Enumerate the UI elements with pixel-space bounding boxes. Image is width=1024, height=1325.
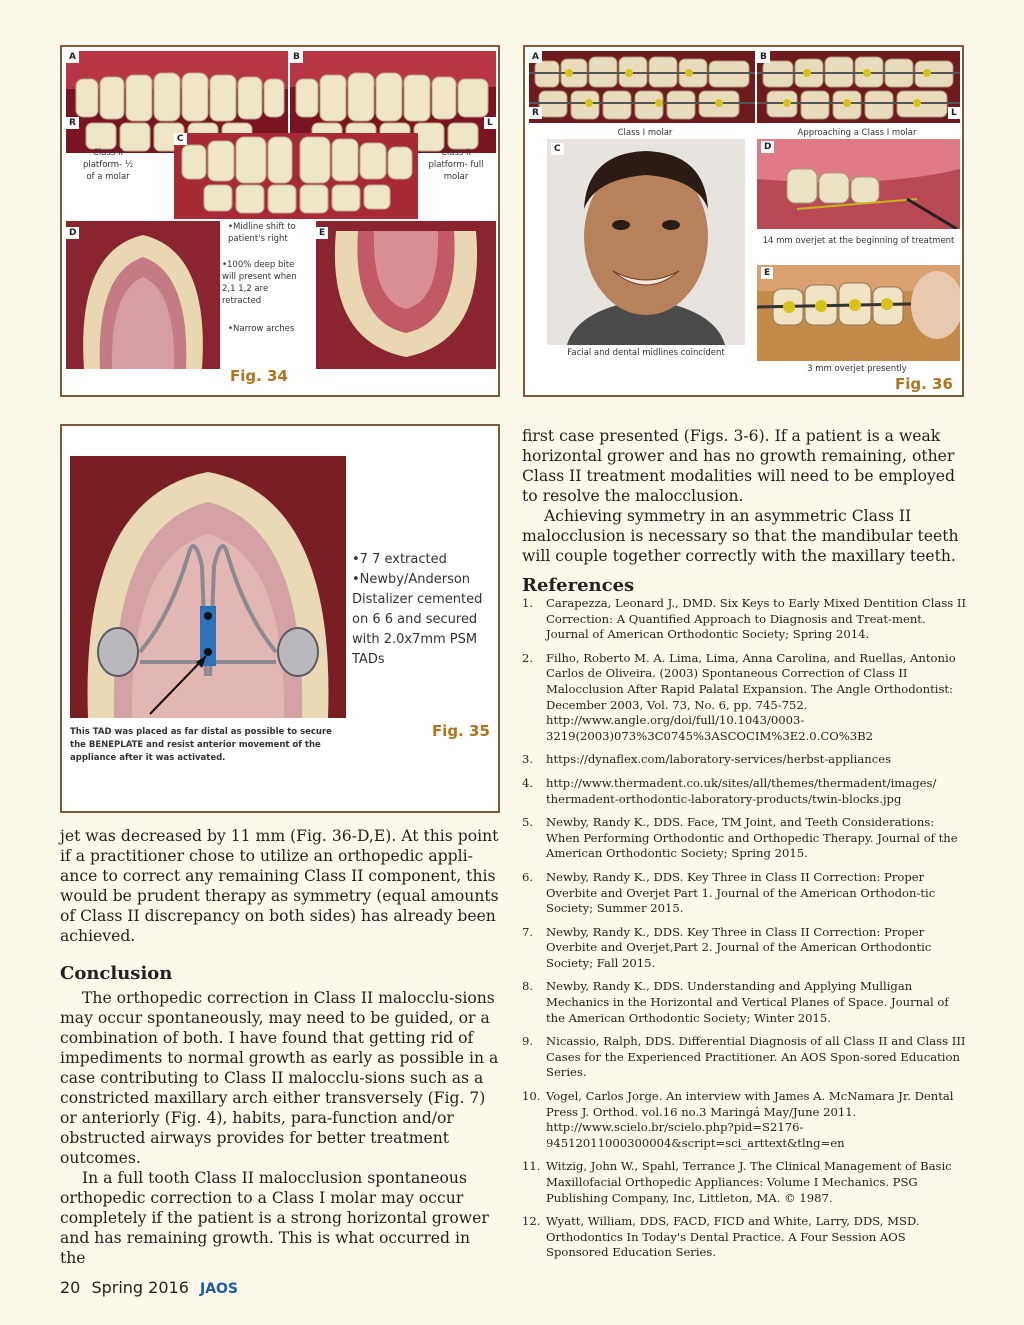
photo-36c-patient-portrait [547, 139, 745, 345]
fig36-label-d: Approaching a Class I molar [797, 128, 917, 138]
reference-item [522, 1089, 968, 1151]
fig34-bullet-1: •Midline shift to patient's right [228, 222, 296, 244]
reference-text: Vogel, Carlos Jorge. An interview with James A. McNamara Jr. Dental Press J. Orthod. vol.16 no.3 Maringá May/June 2011. http://www.scielo.br/scielo.php?pid=S2176-94512011000300004&script=sci_arttext&tlng=en [546, 1089, 954, 1150]
fig36-note-d: 14 mm overjet at the beginning of treatment [762, 236, 955, 246]
left-paragraph-3-text: In a full tooth Class II malocclusion spontaneous orthopedic correction to a Class I molar may occur completely if the patient is a strong horizontal grower and has remaining growth. This is what occurred in the [60, 1169, 489, 1267]
reference-item [522, 979, 968, 1026]
reference-text: Carapezza, Leonard J., DMD. Six Keys to Early Mixed Dentition Class II Correction: A Quantified Approach to Diagnosis and Treat-ment. Journal of American Orthodontic Society; Spring 2014. [546, 596, 967, 642]
left-paragraph-2 [60, 988, 500, 1168]
left-paragraph-2-text: The orthopedic correction in Class II malocclu-sions may occur spontaneously, may need to be guided, or a combination of both. I have found that getting rid of impediments to normal growth as early as possible in a case contributing to Class II malocclu-sions such as a constricted maxillary arch either transversely (Fig. 7) or anteriorly (Fig. 4), habits, para-function and/or obstructed airways provides for better treatment outcomes. [60, 989, 499, 1167]
photo-36e-overjet-present [757, 265, 960, 361]
references-heading: References [522, 575, 635, 596]
fig36-letter-d: D [761, 141, 774, 153]
reference-text: Newby, Randy K., DDS. Understanding and Applying Mulligan Mechanics in the Horizontal and Vertical Planes of Space. Journal of the American Orthodontic Society; Winter 2015. [546, 979, 949, 1025]
reference-item [522, 651, 968, 745]
reference-text: Newby, Randy K., DDS. Face, TM Joint, and Teeth Considerations: When Performing Orthodontic and Orthopedic Therapy. Journal of the American Orthodontic Society; Spring 2015. [546, 815, 958, 861]
fig34-letter-e: E [316, 227, 328, 239]
issue-label: Spring 2016 [91, 1278, 189, 1297]
right-paragraph-2 [522, 506, 962, 566]
fig36-caption: Fig. 36 [895, 375, 953, 393]
fig35-caption: Fig. 35 [432, 722, 490, 740]
left-paragraph-1: jet was decreased by 11 mm (Fig. 36-D,E). At this point if a practitioner chose to utilize an orthopedic appli-ance to correct any remaining Class II component, this would be prudent therapy as symmetry (equal amounts of Class II discrepancy on both sides) has already been achieved. [60, 827, 499, 945]
reference-item [522, 815, 968, 862]
right-paragraph-1: first case presented (Figs. 3-6). If a patient is a weak horizontal grower and has no growth remaining, other Class II treatment modalities will need to be employed to resolve the malocclusion. [522, 427, 955, 505]
fig36-letter-a: A [529, 51, 542, 63]
reference-item [522, 1214, 968, 1261]
reference-text: Newby, Randy K., DDS. Key Three in Class II Correction: Proper Overbite and Overjet,Part 2. Journal of the American Orthodontic Society; Fall 2015. [546, 924, 932, 970]
reference-text: Wyatt, William, DDS, FACD, FICD and White, Larry, DDS, MSD. Orthodontics In Today's Dental Practice. A Four Session AOS Sponsored Education Series. [546, 1214, 920, 1260]
reference-item [522, 925, 968, 972]
reference-number: 12. [522, 1214, 541, 1229]
fig35-note: This TAD was placed as far distal as possible to secure the BENEPLATE and resist anterior movement of the appliance after it was activated. [70, 727, 332, 763]
fig34-letter-l: L [484, 117, 496, 129]
right-paragraph-2-text: Achieving symmetry in an asymmetric Class II malocclusion is necessary so that the mandibular teeth will couple together correctly with the maxillary teeth. [522, 507, 959, 565]
fig36-letter-c: C [551, 143, 564, 155]
fig36-label-c: Class I molar [617, 128, 673, 138]
reference-item [522, 1034, 968, 1081]
photo-36a-braces-right [529, 51, 755, 123]
fig34-letter-d: D [66, 227, 79, 239]
reference-item [522, 752, 968, 768]
reference-text: Filho, Roberto M. A. Lima, Lima, Anna Carolina, and Ruellas, Antonio Carlos de Oliveira. (2003) Spontaneous Correction of Class II Malocclusion After Rapid Palatal Expansion. The Angle Orthodontist: December 2003, Vol. 73, No. 6, pp. 745-752. http://www.angle.org/doi/full/10.1043/0003-3219(2003)073%3C0745%3ASCOCIM%3E2.0.CO%3B2 [546, 650, 956, 743]
reference-number: 3. [522, 752, 534, 767]
fig34-caption: Fig. 34 [230, 367, 288, 385]
photo-34d-upper-arch [66, 221, 220, 369]
reference-text: Witzig, John W., Spahl, Terrance J. The Clinical Management of Basic Maxillofacial Orthopedic Appliances: Volume I Mechanics. PSG Publishing Company, Inc, Littleton, MA. © 1987. [546, 1159, 952, 1205]
photo-34c-front-teeth [174, 133, 418, 219]
fig34-letter-c: C [174, 133, 187, 145]
reference-text: https://dynaflex.com/laboratory-services/herbst-appliances [546, 752, 892, 767]
fig34-bullet-3: •Narrow arches [228, 324, 295, 334]
fig34-right-note: Class II platform- full molar [428, 148, 484, 182]
conclusion-heading: Conclusion [60, 963, 173, 984]
fig36-letter-r: R [529, 107, 542, 119]
reference-text: http://www.thermadent.co.uk/sites/all/themes/thermadent/images/ thermadent-orthodontic-laboratory-products/twin-blocks.jpg [546, 775, 937, 806]
reference-number: 2. [522, 650, 534, 665]
photo-36d-overjet-start [757, 139, 960, 229]
page-footer [60, 1278, 238, 1297]
fig34-letter-a: A [66, 51, 79, 63]
reference-number: 1. [522, 596, 534, 610]
reference-item [522, 870, 968, 917]
photo-34e-lower-arch [316, 221, 496, 369]
fig35-bullet-2: •Newby/Anderson Distalizer cemented on 6 6 and secured with 2.0x7mm PSM TADs [352, 572, 483, 667]
reference-item [522, 596, 968, 643]
reference-number: 11. [522, 1159, 541, 1174]
fig36-letter-e: E [761, 267, 773, 279]
reference-number: 10. [522, 1089, 541, 1104]
fig34-letter-r: R [66, 117, 79, 129]
reference-text: Newby, Randy K., DDS. Key Three in Class II Correction: Proper Overbite and Overjet Part 1. Journal of the American Orthodon-tic Society; Summer 2015. [546, 869, 936, 916]
fig34-left-note: Class II platform- ½ of a molar [82, 148, 134, 182]
reference-text: Nicassio, Ralph, DDS. Differential Diagnosis of all Class II and Class III Cases for the Experienced Practitioner. An AOS Spon-sored Education Series. [546, 1034, 966, 1080]
figure-34 [60, 45, 500, 397]
reference-number: 7. [522, 924, 534, 939]
reference-item [522, 776, 968, 807]
fig36-note-e: 3 mm overjet presently [807, 364, 907, 374]
left-paragraph-3 [60, 1168, 500, 1268]
fig36-letter-l: L [948, 107, 960, 119]
figure-35 [60, 424, 500, 813]
reference-item [522, 1159, 968, 1206]
fig34-bullet-2: •100% deep bite will present when 2,1 1,2 are retracted [222, 260, 297, 306]
page-number: 20 [60, 1278, 81, 1297]
references-list [522, 596, 968, 1269]
journal-brand: JAOS [199, 1281, 239, 1297]
reference-number: 8. [522, 979, 534, 994]
photo-36b-braces-left [757, 51, 960, 123]
reference-number: 6. [522, 869, 534, 884]
fig36-note-c: Facial and dental midlines coincident [567, 348, 725, 358]
reference-number: 4. [522, 775, 534, 790]
fig35-bullet-1: •7 7 extracted [352, 552, 447, 567]
fig36-letter-b: B [757, 51, 770, 63]
reference-number: 5. [522, 815, 534, 830]
reference-number: 9. [522, 1034, 534, 1049]
figure-36 [523, 45, 964, 397]
photo-35-palatal-distalizer [70, 456, 346, 718]
fig34-letter-b: B [290, 51, 303, 63]
